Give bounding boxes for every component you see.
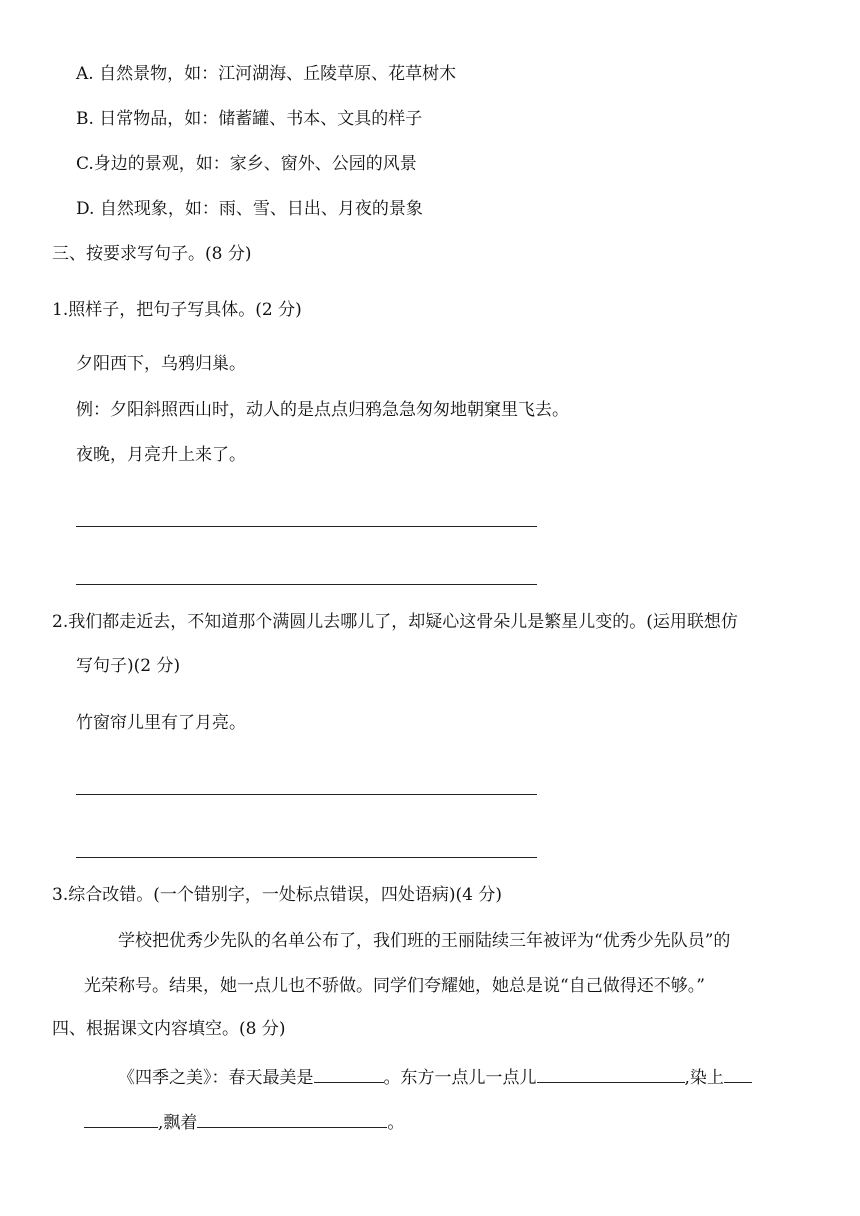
q1-title: 1.照样子，把句子写具体。(2 分) [52, 300, 302, 320]
q2-answer-line-2[interactable] [76, 857, 537, 858]
section-4-heading: 四、根据课文内容填空。(8 分) [52, 1019, 286, 1039]
blank-4[interactable] [197, 1109, 387, 1128]
option-c: C.身边的景观，如：家乡、窗外、公园的风景 [76, 154, 417, 174]
q3-text-line-2: 光荣称号。结果，她一点儿也不骄做。同学们夸耀她，她总是说“自己做得还不够。” [84, 976, 705, 996]
q2-title-line-2: 写句子)(2 分) [76, 656, 181, 676]
q2-prompt: 竹窗帘儿里有了月亮。 [76, 713, 246, 733]
blank-2[interactable] [537, 1064, 685, 1083]
blank-1[interactable] [314, 1064, 384, 1083]
fill-text-4: ,飘着 [158, 1113, 198, 1133]
q2-answer-line-1[interactable] [76, 794, 537, 795]
option-d: D. 自然现象，如：雨、雪、日出、月夜的景象 [76, 199, 423, 219]
q1-answer-line-2[interactable] [76, 584, 537, 585]
q3-title: 3.综合改错。(一个错别字，一处标点错误，四处语病)(4 分) [52, 885, 502, 905]
fill-blank-line-2 [84, 1109, 404, 1135]
q1-example: 例：夕阳斜照西山时，动人的是点点归鸦急急匆匆地朝窠里飞去。 [76, 400, 569, 420]
fill-text-3: ,染上 [684, 1068, 724, 1088]
blank-3-continued[interactable] [84, 1109, 158, 1128]
q3-text-line-1: 学校把优秀少先队的名单公布了，我们班的王丽陆续三年被评为“优秀少先队员”的 [118, 931, 731, 951]
fill-text-1: 《四季之美》：春天最美是 [118, 1068, 314, 1088]
fill-text-2: 。东方一点儿一点儿 [383, 1068, 537, 1088]
q2-title-line-1: 2.我们都走近去，不知道那个满圆儿去哪儿了，却疑心这骨朵儿是繁星儿变的。(运用联想仿 [52, 612, 738, 632]
fill-blank-line-1 [118, 1064, 752, 1090]
option-b: B. 日常物品，如：储蓄罐、书本、文具的样子 [76, 109, 423, 129]
q1-prompt: 夜晚，月亮升上来了。 [76, 445, 246, 465]
option-a: A. 自然景物，如：江河湖海、丘陵草原、花草树木 [76, 64, 457, 84]
fill-text-5: 。 [387, 1113, 405, 1133]
q1-answer-line-1[interactable] [76, 526, 537, 527]
q1-given-sentence: 夕阳西下，乌鸦归巢。 [76, 354, 246, 374]
blank-3[interactable] [724, 1064, 752, 1083]
section-3-heading: 三、按要求写句子。(8 分) [52, 244, 252, 264]
